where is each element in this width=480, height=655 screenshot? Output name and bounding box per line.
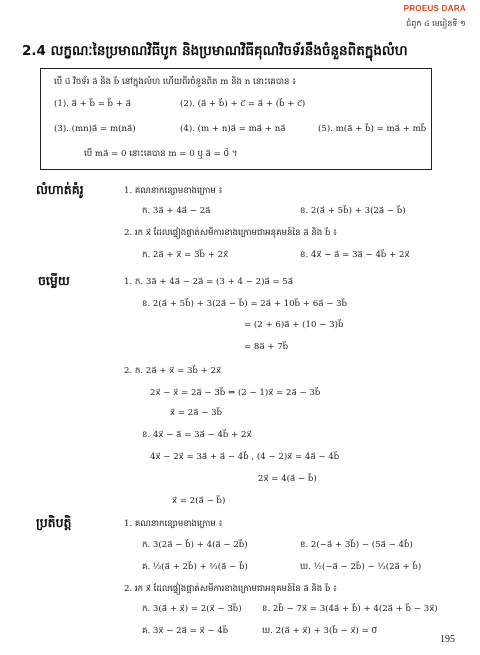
- practice-q2b: ខ. 2b⃗ − 7x⃗ = 3(4a⃗ + b⃗) + 4(2a⃗ + b⃗ − 3x⃗): [262, 604, 438, 614]
- answer-line-9: 4x⃗ − 2x⃗ = 3a⃗ + a⃗ − 4b⃗ , (4 − 2)x⃗ = 4a⃗ − 4b⃗: [150, 452, 340, 462]
- property-2: (2). (a⃗ + b⃗) + c⃗ = a⃗ + (b⃗ + c⃗): [180, 99, 306, 109]
- example-q2b: ខ. 4x⃗ − a⃗ = 3a⃗ − 4b⃗ + 2x⃗: [300, 250, 410, 260]
- property-intro: បើ u⃗ វិចទ័រ a⃗ និង b⃗ នៅក្នុងលំហ ហើយពីរចំនួនពិត m និង n នោះគេបាន ៖: [54, 77, 297, 87]
- answer-line-4: = 8a⃗ + 7b⃗: [244, 342, 289, 352]
- example-q1b: ខ. 2(a⃗ + 5b⃗) + 3(2a⃗ − b⃗): [300, 206, 406, 216]
- header-brand: PROEUS DARA: [403, 4, 466, 13]
- answer-label: ចម្លើយ: [38, 273, 70, 288]
- practice-q1a: ក. 3(2a⃗ − b⃗) + 4(a⃗ − 2b⃗): [142, 540, 248, 550]
- answer-line-8: ខ. 4x⃗ − a⃗ = 3a⃗ − 4b⃗ + 2x⃗: [142, 430, 252, 440]
- answer-line-3: = (2 + 6)a⃗ + (10 − 3)b⃗: [244, 320, 344, 330]
- property-last: បើ ma⃗ = 0 នោះគេបាន m = 0 ឬ a⃗ = 0⃗ ។: [84, 149, 238, 159]
- answer-line-2: ខ. 2(a⃗ + 5b⃗) + 3(2a⃗ − b⃗) = 2a⃗ + 10b⃗ + 6a⃗ − 3b⃗: [142, 299, 348, 309]
- practice-q2c: គ. 3x⃗ − 2a⃗ = x⃗ − 4b⃗: [142, 626, 229, 636]
- page-number: 195: [440, 634, 455, 645]
- example-q1a: ក. 3a⃗ + 4a⃗ − 2a⃗: [142, 206, 211, 216]
- answer-line-7: x⃗ = 2a⃗ − 3b⃗: [170, 408, 223, 418]
- property-5: (5). m(a⃗ + b⃗) = ma⃗ + mb⃗: [318, 124, 427, 134]
- property-4: (4). (m + n)a⃗ = ma⃗ + na⃗: [180, 124, 286, 134]
- answer-line-1: 1. ក. 3a⃗ + 4a⃗ − 2a⃗ = (3 + 4 − 2)a⃗ = 5a⃗: [124, 277, 294, 287]
- example-q2: 2. រក x⃗ ដែលផ្ទៀងផ្ទាត់សមីការខាងក្រោមជាអនុគមន៍នៃ a⃗ និង b⃗ ៖: [124, 228, 337, 238]
- practice-label: ប្រតិបត្តិ: [36, 515, 72, 530]
- answer-line-11: x⃗ = 2(a⃗ − b⃗): [172, 496, 226, 506]
- example-label: លំហាត់គំរូ: [36, 182, 84, 197]
- answer-line-5: 2. ក. 2a⃗ + x⃗ = 3b⃗ + 2x⃗: [124, 366, 222, 376]
- property-3: (3). (mn)a⃗ = m(na⃗): [54, 124, 136, 134]
- practice-q1b: ខ. 2(−a⃗ + 3b⃗) − (5a⃗ − 4b⃗): [300, 540, 413, 550]
- answer-line-6: 2x⃗ − x⃗ = 2a⃗ − 3b⃗ ⇔ (2 − 1)x⃗ = 2a⃗ − 3b⃗: [150, 388, 321, 398]
- answer-line-10: 2x⃗ = 4(a⃗ − b⃗): [258, 474, 317, 484]
- practice-q2a: ក. 3(a⃗ + x⃗) = 2(x⃗ − 3b⃗): [142, 604, 242, 614]
- practice-q2d: ឃ. 2(a⃗ + x⃗) + 3(b⃗ − x⃗) = 0⃗: [262, 626, 378, 636]
- practice-q1: 1. គណនាកន្សោមខាងក្រោម ៖: [124, 519, 223, 529]
- example-q2a: ក. 2a⃗ + x⃗ = 3b⃗ + 2x⃗: [142, 250, 229, 260]
- practice-q1c: គ. ⅓(a⃗ + 2b⃗) + ⅔(a⃗ − b⃗): [142, 562, 248, 572]
- practice-q2: 2. រក x⃗ ដែលផ្ទៀងផ្ទាត់សមីការខាងក្រោមជាអនុគមន៍នៃ a⃗ និង b⃗ ៖: [124, 584, 337, 594]
- header-chapter: ជំពូក ៤ មេរៀនទី ១: [406, 19, 466, 28]
- property-1: (1). a⃗ + b⃗ = b⃗ + a⃗: [54, 99, 132, 109]
- example-q1: 1. គណនាកន្សោមខាងក្រោម ៖: [124, 186, 223, 196]
- section-title: 2.4 លក្ខណៈនៃប្រមាណវិធីបូក និងប្រមាណវិធីគុណវិចទ័រនឹងចំនួនពិតក្នុងលំហ: [22, 43, 408, 59]
- practice-q1d: ឃ. ½(−a⃗ − 2b⃗) − ⅓(2a⃗ + b⃗): [300, 562, 422, 572]
